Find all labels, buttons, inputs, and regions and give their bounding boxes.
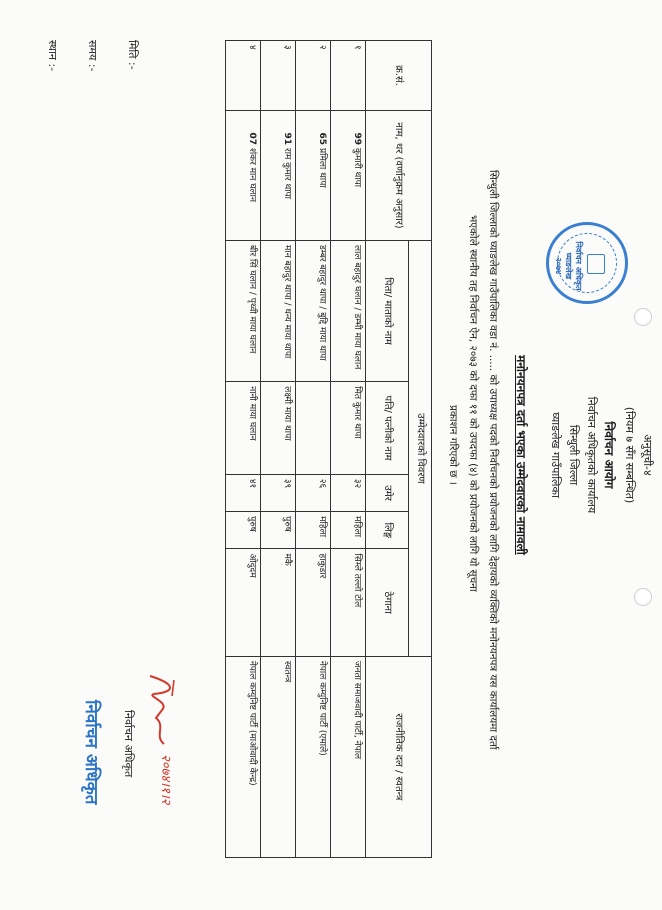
cell-party: नेपाल कम्युनिष्ट पार्टी (एमाले) — [296, 656, 331, 857]
table-row — [296, 41, 331, 858]
table-row — [226, 41, 261, 858]
header-parents: पिता/ माताको नाम — [366, 240, 409, 381]
cell-spouse — [296, 382, 331, 475]
official-seal — [546, 222, 628, 304]
date-label: मिति :- — [126, 40, 139, 70]
cell-name: 07शंकर मान घलान — [226, 111, 261, 241]
document-title: मनोनयनपत्र दर्ता भएका उम्मेदवारको नामावली — [514, 355, 528, 555]
cell-sn: १ — [331, 41, 366, 111]
cell-gender: महिला — [331, 512, 366, 549]
cell-sn: ३ — [261, 41, 296, 111]
cell-gender: महिला — [296, 512, 331, 549]
cell-name: 99कुमारी थापा — [331, 111, 366, 241]
cell-gender: पुरुष — [226, 512, 261, 549]
cell-age: ३९ — [261, 474, 296, 511]
cell-party: जनता समाजवादी पार्टी, नेपाल — [331, 656, 366, 857]
office-name: निर्वाचन अधिकृतको कार्यालय — [585, 396, 598, 514]
cell-parents: बीर सिं घलान / पृथ्वी माया घलान — [226, 240, 261, 381]
table-row — [261, 41, 296, 858]
notice-line-3: प्रकाशन गरिएको छ । — [447, 405, 459, 485]
cell-party: नेपाल कम्युनिष्ट पार्टी (माओवादी केन्द्र) — [226, 656, 261, 857]
header-sn: क्र.सं. — [366, 41, 432, 111]
cell-spouse: लक्ष्मी माया थापा — [261, 382, 296, 475]
table-row — [331, 41, 366, 858]
annex-label: अनुसूची-४ — [641, 434, 654, 476]
cell-party: स्वतन्त्र — [261, 656, 296, 857]
cell-reg-no: 07 — [247, 132, 257, 146]
cell-spouse: मित कुमार थापा — [331, 382, 366, 475]
time-label: समय :- — [86, 40, 99, 72]
cell-address: मकै — [261, 549, 296, 656]
cell-address: सिम्ले तल्लो टोल — [331, 549, 366, 656]
cell-age: २६ — [296, 474, 331, 511]
cell-name: 65प्रमिला थापा — [296, 111, 331, 241]
rule-reference: (नियम ७ सँग सम्बन्धित) — [623, 406, 636, 504]
cell-parents: लाल बहादुर घलान / डम्भी माया घलान — [331, 240, 366, 381]
district-name: सिन्धुली जिल्ला — [567, 424, 580, 486]
cell-age: ३२ — [331, 474, 366, 511]
header-gender: लिङ्ग — [366, 512, 409, 549]
cell-name: 91राम कुमार थापा — [261, 111, 296, 241]
cell-gender: पुरुष — [261, 512, 296, 549]
cell-sn: ४ — [226, 41, 261, 111]
seal-text: निर्वाचन अधिकृत घ्याङलेख २०७४ — [554, 241, 583, 291]
cell-reg-no: 65 — [317, 132, 327, 146]
cell-reg-no: 91 — [282, 132, 292, 146]
signature-date: २०७४।१।२ — [158, 754, 173, 805]
notice-line-1: सिन्धुली जिल्लाको घ्याङलेख गाउँपालिका वडा नं. ..... को उपाध्यक्ष पदको निर्वाचनको प्रयोजनको लागि देहायको व्यक्तिको मनोनयनपत्र यस कार्यालयमा दर्ता — [487, 170, 499, 750]
cell-sn: २ — [296, 41, 331, 111]
officer-signature — [114, 666, 184, 866]
cell-age: ४१ — [226, 474, 261, 511]
cell-spouse: नानी माया घलान — [226, 382, 261, 475]
header-party: राजनीतिक दल / स्वतन्त्र — [366, 656, 432, 857]
cell-address: ओदुदम — [226, 549, 261, 656]
commission-name: निर्वाचन आयोग — [602, 421, 616, 489]
header-address: ठेगाना — [366, 549, 409, 656]
cell-reg-no: 99 — [352, 132, 362, 146]
place-label: स्थान :- — [46, 40, 59, 72]
cell-address: हाकुडार — [296, 549, 331, 656]
municipality-name: घ्याङलेख गाउँपालिका — [549, 412, 562, 498]
table-header-row — [409, 41, 432, 858]
candidate-table — [225, 40, 432, 858]
officer-stamp: निर्वाचन अधिकृत — [81, 700, 101, 805]
cell-parents: मान बहादुर थापा / धन्य माया थापा — [261, 240, 296, 381]
notice-line-2: भएकोले स्थानीय तह निर्वाचन ऐन, २०७३ को दफा ११ को उपदफा (४) को प्रयोजनको लागि यो सूचना — [467, 215, 479, 592]
header-name: नाम, थर (वर्णानुक्रम अनुसार) — [366, 111, 432, 241]
header-spouse: पति/ पत्नीको नाम — [366, 382, 409, 475]
cell-parents: डम्बर बहादुर थापा / बुद्दि माया थापा — [296, 240, 331, 381]
officer-title: निर्वाचन अधिकृत — [122, 710, 135, 778]
seal-emblem-icon — [587, 254, 605, 274]
header-candidate-details: उम्मेदवारको विवरण — [409, 240, 432, 656]
header-age: उमेर — [366, 474, 409, 511]
